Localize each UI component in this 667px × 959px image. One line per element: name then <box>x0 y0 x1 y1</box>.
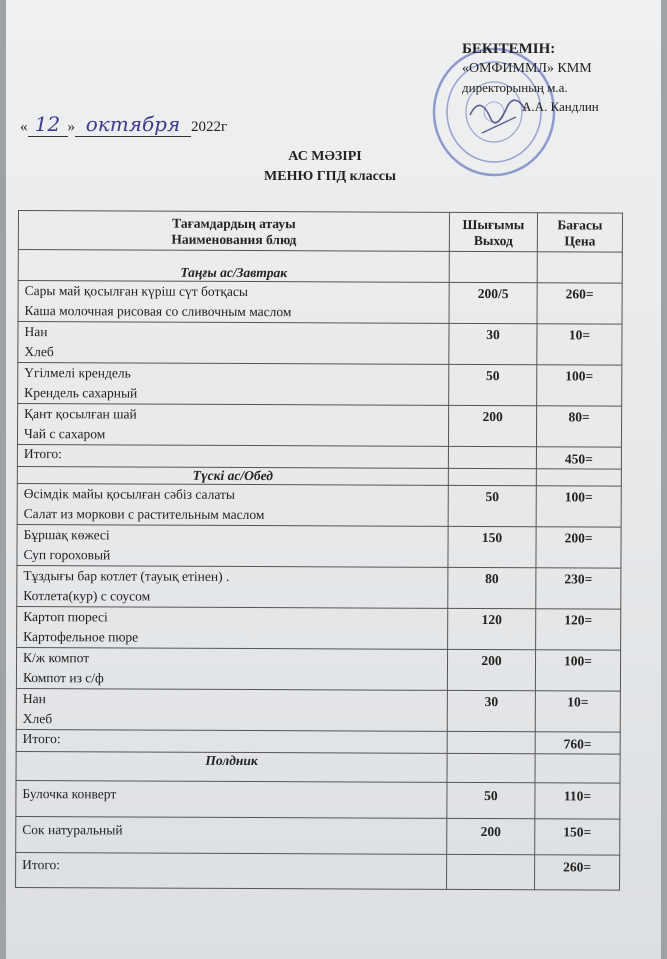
dish-name-ru: Картофельное пюре <box>23 629 139 645</box>
header-dish-name-kz: Тағамдардың атауы <box>172 215 296 232</box>
section-empty-cell <box>537 252 622 283</box>
section-empty-cell <box>535 754 620 783</box>
dish-output: 200 <box>447 818 535 854</box>
section-title: Полдник <box>16 751 447 782</box>
total-value: 450= <box>536 447 621 469</box>
dish-output: 30 <box>449 323 537 364</box>
dish-name-cell <box>16 647 447 690</box>
header-dish-name-ru: Наименования блюд <box>171 231 297 248</box>
date-year: 2022г <box>191 119 228 135</box>
table-header-row <box>18 211 622 253</box>
dish-name-ru: Каша молочная рисовая со сливочным маслом <box>24 303 292 320</box>
section-title: Таңғы ас/Завтрак <box>18 250 449 283</box>
table-row <box>17 606 621 650</box>
section-row <box>16 751 620 783</box>
approval-director: директорының м.а. <box>462 80 568 95</box>
dish-name-cell <box>18 322 449 365</box>
total-label: Итого: <box>16 729 447 753</box>
table-row <box>16 816 620 855</box>
total-empty-cell <box>447 731 535 753</box>
total-row <box>17 444 621 469</box>
header-dish-name <box>18 211 449 252</box>
approval-name: А.А. Кандлин <box>522 99 599 114</box>
dish-output: 120 <box>448 608 536 649</box>
dish-name-cell <box>17 483 448 526</box>
table-row <box>18 363 622 407</box>
approval-org: «ОМФИММЛ» КММ <box>462 61 592 76</box>
dish-output: 200/5 <box>449 282 537 323</box>
date-day: 12 <box>28 112 68 137</box>
table-row <box>18 322 622 366</box>
total-empty-cell <box>447 854 535 889</box>
dish-name-kz: Сары май қосылған күріш сүт ботқасы <box>24 283 249 300</box>
dish-price: 150= <box>535 819 620 855</box>
dish-output: 50 <box>448 485 536 526</box>
table-row <box>17 404 621 448</box>
total-label: Итого: <box>17 444 448 468</box>
approval-heading: БЕКІТЕМІН: <box>462 41 556 57</box>
dish-name-cell <box>17 404 448 447</box>
header-price-ru: Цена <box>564 233 596 249</box>
title-kz: АС МӘЗІРІ <box>288 149 362 164</box>
dish-output: 80 <box>448 567 536 608</box>
section-empty-cell <box>449 251 537 282</box>
dish-price: 230= <box>536 568 621 609</box>
table-row <box>16 688 620 732</box>
dish-price: 200= <box>536 527 621 568</box>
total-value: 760= <box>535 732 620 754</box>
dish-price: 100= <box>535 650 620 691</box>
date-quote-open: « <box>20 119 28 135</box>
section-row <box>18 250 622 284</box>
total-empty-cell <box>448 446 536 468</box>
dish-name-ru: Хлеб <box>22 711 53 727</box>
total-value: 260= <box>535 855 620 890</box>
table-row <box>18 281 622 325</box>
dish-name-kz: Бұршақ көжесі <box>23 527 110 543</box>
dish-output: 150 <box>448 526 536 567</box>
document-date <box>20 112 227 137</box>
header-output-ru: Выход <box>473 232 513 249</box>
dish-name-cell <box>17 565 448 608</box>
section-empty-cell <box>447 753 535 782</box>
table-row <box>17 524 621 568</box>
dish-price: 110= <box>535 783 620 819</box>
dish-name-kz: Қант қосылған шай <box>24 406 137 422</box>
header-output <box>449 212 537 251</box>
dish-output: 30 <box>447 690 535 731</box>
header-price-kz: Бағасы <box>557 217 603 233</box>
dish-price: 100= <box>537 365 622 406</box>
header-price <box>537 213 622 252</box>
table-row <box>16 647 620 691</box>
date-quote-close: » <box>67 119 75 135</box>
header-output-kz: Шығымы <box>462 216 525 233</box>
table-row <box>16 780 620 819</box>
dish-price: 10= <box>535 691 620 732</box>
dish-name-ru: Чай с сахаром <box>23 426 106 442</box>
dish-name-cell <box>18 281 449 324</box>
section-empty-cell <box>536 469 621 486</box>
dish-name-ru: Крендель сахарный <box>24 385 138 401</box>
title-ru: МЕНЮ ГПД классы <box>264 169 396 184</box>
dish-name: Сок натуральный <box>16 816 447 854</box>
dish-output: 200 <box>448 405 536 446</box>
dish-name-kz: Өсімдік майы қосылған сәбіз салаты <box>23 486 235 502</box>
dish-price: 100= <box>536 486 621 527</box>
dish-output: 50 <box>447 782 535 818</box>
dish-name-cell <box>16 688 447 731</box>
dish-output: 50 <box>449 364 537 405</box>
dish-price: 120= <box>536 609 621 650</box>
dish-name-ru: Котлета(кур) с соусом <box>23 588 151 604</box>
dish-name-kz: Нан <box>24 324 48 340</box>
dish-name-ru: Суп гороховый <box>23 547 111 563</box>
dish-name-kz: Нан <box>22 691 46 707</box>
dish-price: 80= <box>536 406 621 447</box>
dish-name-kz: Картоп пюресі <box>23 609 108 625</box>
total-row <box>16 729 620 754</box>
dish-price: 10= <box>537 324 622 365</box>
dish-name-kz: Үгілмелі крендель <box>24 365 131 381</box>
dish-name: Булочка конверт <box>16 780 447 818</box>
dish-name-cell <box>17 606 448 649</box>
section-empty-cell <box>448 468 536 485</box>
dish-name-ru: Хлеб <box>24 344 54 360</box>
approval-block <box>462 40 662 116</box>
dish-name-ru: Компот из с/ф <box>22 670 104 686</box>
dish-name-cell <box>18 363 449 406</box>
page-title <box>180 147 480 187</box>
table-row <box>17 483 621 527</box>
dish-price: 260= <box>537 283 622 324</box>
menu-table <box>15 210 623 891</box>
section-title: Түскі ас/Обед <box>17 466 448 485</box>
date-month: октября <box>75 112 191 137</box>
dish-name-cell <box>17 524 448 567</box>
table-row <box>17 565 621 609</box>
dish-name-ru: Салат из моркови с растительным маслом <box>23 506 265 523</box>
dish-output: 200 <box>447 649 535 690</box>
total-row <box>16 852 620 890</box>
total-label: Итого: <box>16 852 447 889</box>
dish-name-kz: К/ж компот <box>23 650 90 666</box>
dish-name-kz: Тұздығы бар котлет (тауық етінен) . <box>23 568 230 584</box>
